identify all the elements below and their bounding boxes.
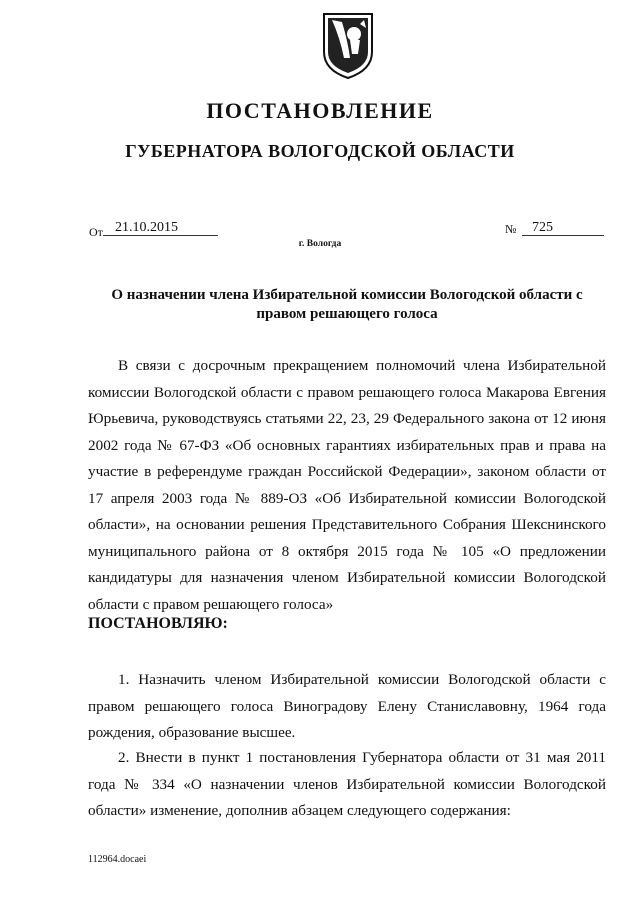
- document-city: г. Вологда: [298, 239, 342, 249]
- decree-heading: ПОСТАНОВЛЯЮ:: [88, 615, 228, 632]
- date-label: От: [89, 225, 103, 239]
- document-date: 21.10.2015: [103, 220, 218, 236]
- document-file-id: 112964.docaei: [88, 854, 147, 865]
- document-number: 725: [522, 220, 604, 236]
- coat-of-arms-icon: [320, 10, 376, 80]
- decree-item-1: 1. Назначить членом Избирательной комиссии Вологодской области с правом решающего голоса Виноградову Елену Станиславовну, 1964 года рождения, образование высшее.: [88, 671, 606, 741]
- document-issuer: ГУБЕРНАТОРА ВОЛОГОДСКОЙ ОБЛАСТИ: [125, 141, 515, 161]
- document-subject: О назначении члена Избирательной комиссии Вологодской области с правом решающего голоса: [111, 287, 583, 322]
- decree-item-2: 2. Внести в пункт 1 постановления Губернатора области от 31 мая 2011 года № 334 «О назначении членов Избирательной комиссии Вологодской области» изменение, дополнив абзацем следующего содержания:: [88, 749, 606, 819]
- document-title: ПОСТАНОВЛЕНИЕ: [206, 98, 434, 123]
- number-label: №: [505, 222, 517, 236]
- preamble-paragraph: В связи с досрочным прекращением полномочий члена Избирательной комиссии Вологодской области с правом решающего голоса Макарова Евгения Юрьевича, руководствуясь статьями 22, 23, 29 Федерального закона от 12 июня 2002 года № 67-ФЗ «Об основных гарантиях избирательных прав и права на участие в референдуме граждан Российской Федерации», законом области от 17 апреля 2003 года № 889-ОЗ «Об Избирательной комиссии Вологодской области», на основании решения Представительного Собрания Шекснинского муниципального района от 8 октября 2015 года № 105 «О предложении кандидатуры для назначения членом Избирательной комиссии Вологодской области с правом решающего голоса»: [88, 357, 606, 613]
